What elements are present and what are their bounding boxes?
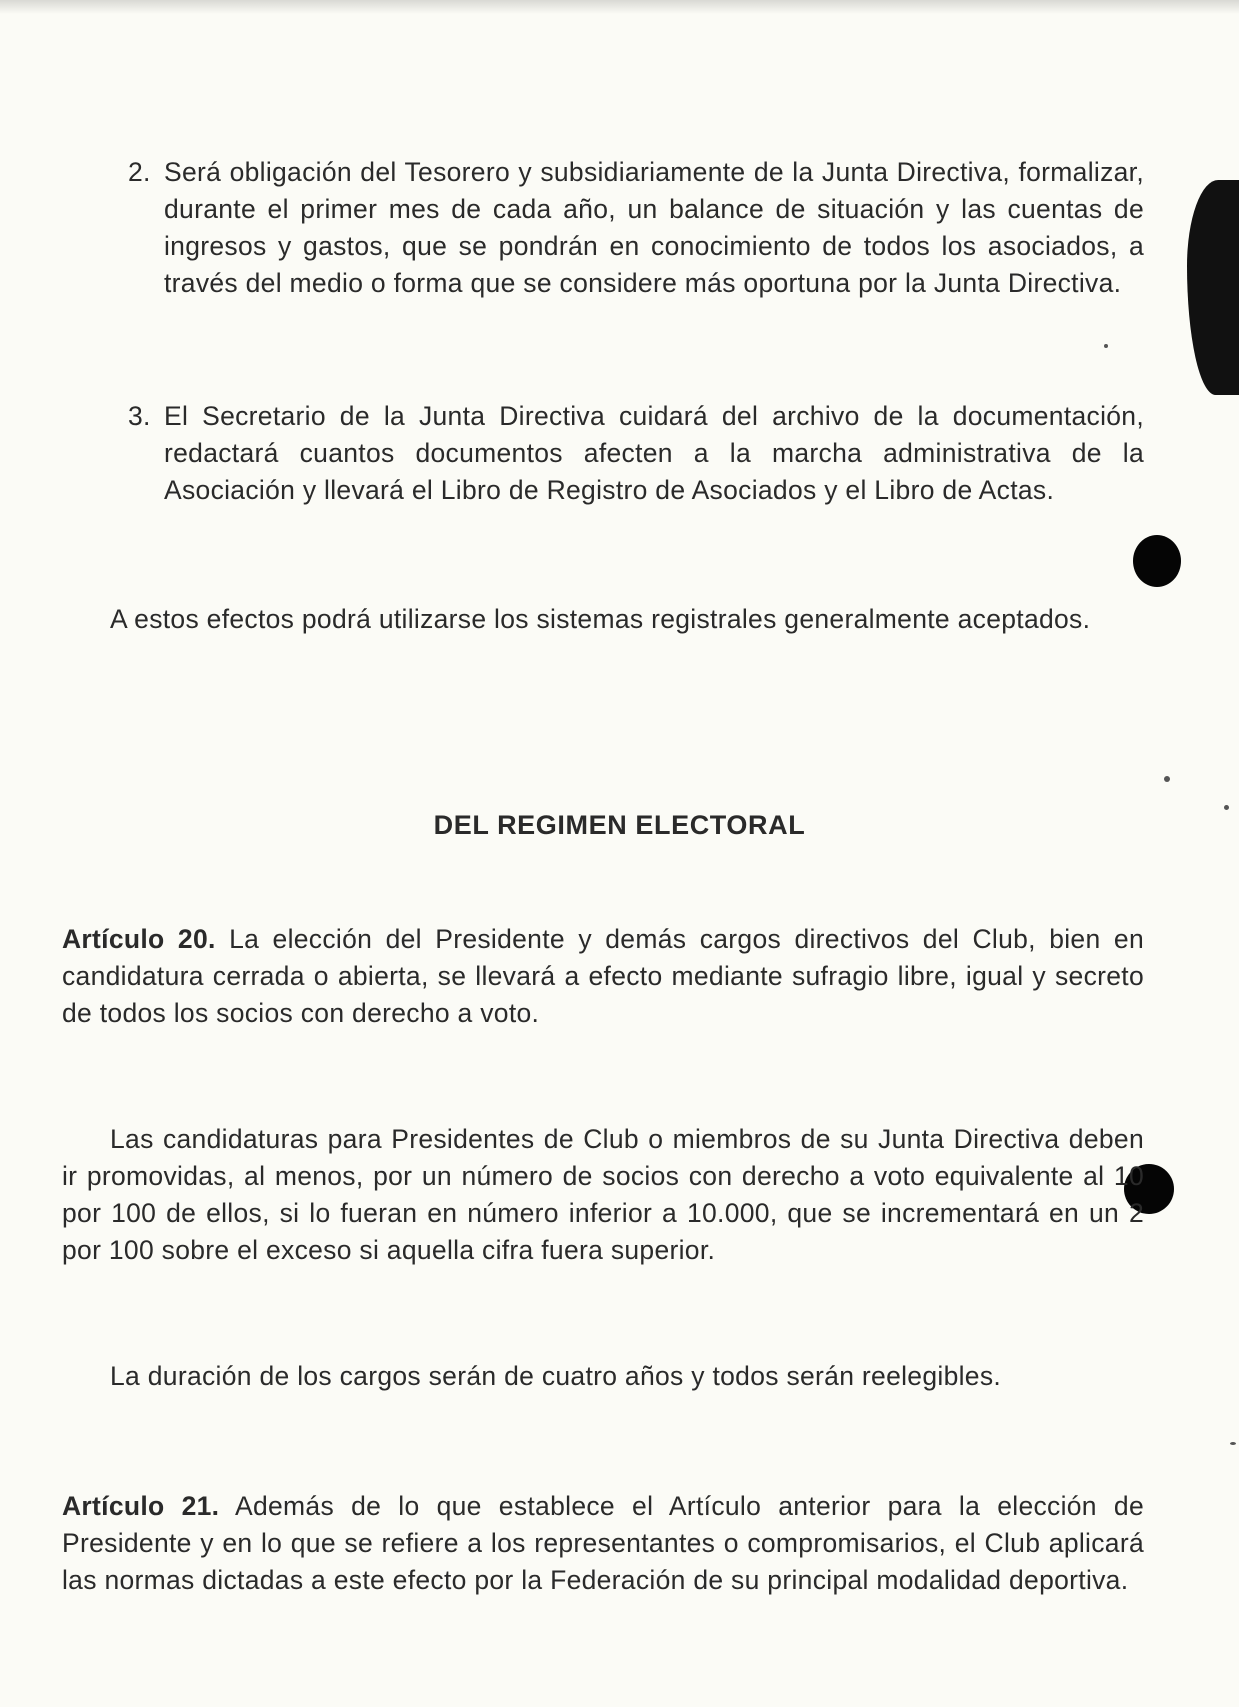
article-20 (62, 921, 1144, 1032)
scan-edge-blot (1187, 180, 1239, 395)
article-21 (62, 1488, 1144, 1599)
article-21-text: Además de lo que establece el Artículo anterior para la elección de Presidente y en lo que se refiere a los representantes o compromisarios, el Club aplicará las normas dictadas a este efecto por la Federación de su principal modalidad deportiva. (62, 1491, 1145, 1595)
article-20-label: Artículo 20. (62, 924, 216, 954)
section-heading: DEL REGIMEN ELECTORAL (433, 810, 806, 840)
list-item-3 (128, 398, 1144, 509)
article-21-label: Artículo 21. (62, 1491, 220, 1521)
scan-top-shadow (0, 0, 1239, 14)
item-number: 3. (128, 401, 151, 431)
scan-speck (1164, 776, 1170, 782)
item-text: El Secretario de la Junta Directiva cuidará del archivo de la documentación, redactará cuantos documentos afecten a la marcha administrativa de la Asociación y llevará el Libro de Registro de Asociados y el Libro de Actas. (164, 401, 1144, 505)
list-item-2 (128, 154, 1144, 302)
scan-speck (1230, 1442, 1236, 1445)
punch-hole-top (1133, 535, 1181, 587)
records-note: A estos efectos podrá utilizarse los sistemas registrales generalmente aceptados. (110, 604, 1091, 634)
item-number: 2. (128, 157, 151, 187)
article-20-paragraph-3: La duración de los cargos serán de cuatro años y todos serán reelegibles. (110, 1361, 1002, 1391)
item-text: Será obligación del Tesorero y subsidiariamente de la Junta Directiva, formalizar, durante el primer mes de cada año, un balance de situación y las cuentas de ingresos y gastos, que se pondrán en conocimiento de todos los asociados, a través del medio o forma que se considere más oportuna por la Junta Directiva. (164, 157, 1144, 298)
article-20-text: La elección del Presidente y demás cargos directivos del Club, bien en candidatura cerrada o abierta, se llevará a efecto mediante sufragio libre, igual y secreto de todos los socios con derecho a voto. (62, 924, 1144, 1028)
article-20-paragraph-2: Las candidaturas para Presidentes de Club o miembros de su Junta Directiva deben ir promovidas, al menos, por un número de socios con derecho a voto equivalente al 10 por 100 de ellos, si lo fueran en número inferior a 10.000, que se incrementará en un 2 por 100 sobre el exceso si aquella cifra fuera superior. (62, 1124, 1144, 1265)
scan-speck (1104, 344, 1108, 348)
